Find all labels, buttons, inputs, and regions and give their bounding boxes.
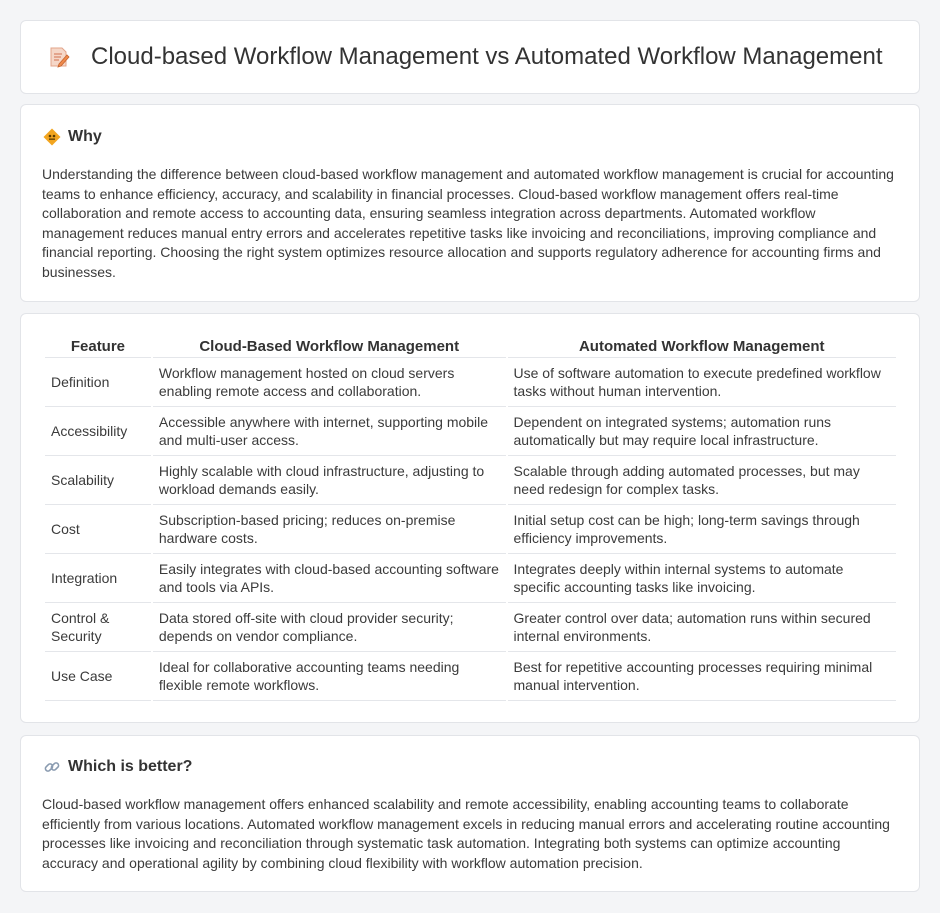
which-better-card	[20, 735, 920, 892]
feature-cell: Scalability	[45, 456, 151, 505]
automated-cell: Scalable through adding automated processes, but may need redesign for complex tasks.	[508, 456, 896, 505]
header-automated: Automated Workflow Management	[508, 336, 896, 358]
automated-cell: Integrates deeply within internal systems to automate specific accounting tasks like invoicing.	[508, 554, 896, 603]
page-title: Cloud-based Workflow Management vs Automated Workflow Management	[91, 43, 883, 70]
feature-cell: Use Case	[45, 652, 151, 701]
link-icon	[43, 758, 61, 776]
cloud-cell: Subscription-based pricing; reduces on-premise hardware costs.	[153, 505, 506, 554]
better-text: Cloud-based workflow management offers enhanced scalability and remote accessibility, enabling accounting teams to collaborate efficiently from various locations. Automated workflow management excels in reducing manual errors and accelerating routine accounting processes like invoicing and reconciliation through systematic task automation. Integrating both systems can optimize accounting accuracy and operational agility by combining cloud flexibility with workflow automation precision.	[42, 796, 890, 871]
cloud-cell: Accessible anywhere with internet, supporting mobile and multi-user access.	[153, 407, 506, 456]
feature-cell: Integration	[45, 554, 151, 603]
table-row	[45, 652, 896, 701]
header-cloud: Cloud-Based Workflow Management	[153, 336, 506, 358]
feature-cell: Accessibility	[45, 407, 151, 456]
automated-cell: Dependent on integrated systems; automation runs automatically but may require local infrastructure.	[508, 407, 896, 456]
document-pencil-icon	[47, 45, 71, 69]
automated-cell: Best for repetitive accounting processes requiring minimal manual intervention.	[508, 652, 896, 701]
why-text: Understanding the difference between cloud-based workflow management and automated workflow management is crucial for accounting teams to enhance efficiency, accuracy, and scalability in financial processes. Cloud-based workflow management offers real-time collaboration and remote access to accounting data, ensuring seamless integration across departments. Automated workflow management reduces manual entry errors and accelerates repetitive tasks like invoicing and reconciliations, improving compliance and financial reporting. Choosing the right system optimizes resource allocation and supports regulatory adherence for accounting firms and businesses.	[42, 166, 894, 280]
feature-cell: Definition	[45, 358, 151, 407]
feature-cell: Cost	[45, 505, 151, 554]
automated-cell: Greater control over data; automation runs within secured internal environments.	[508, 603, 896, 652]
why-heading-row	[43, 128, 102, 146]
header-feature: Feature	[45, 336, 151, 358]
cloud-cell: Easily integrates with cloud-based accounting software and tools via APIs.	[153, 554, 506, 603]
automated-cell: Use of software automation to execute predefined workflow tasks without human intervention.	[508, 358, 896, 407]
table-row	[45, 505, 896, 554]
comparison-card	[20, 313, 920, 723]
better-heading: Which is better?	[68, 758, 193, 775]
table-row	[45, 407, 896, 456]
comparison-table	[43, 336, 898, 701]
cloud-cell: Data stored off-site with cloud provider security; depends on vendor compliance.	[153, 603, 506, 652]
why-card	[20, 104, 920, 302]
why-heading: Why	[68, 128, 102, 145]
title-card	[20, 20, 920, 94]
feature-cell: Control & Security	[45, 603, 151, 652]
table-row	[45, 554, 896, 603]
cloud-cell: Workflow management hosted on cloud servers enabling remote access and collaboration.	[153, 358, 506, 407]
cloud-cell: Highly scalable with cloud infrastructure, adjusting to workload demands easily.	[153, 456, 506, 505]
cloud-cell: Ideal for collaborative accounting teams needing flexible remote workflows.	[153, 652, 506, 701]
table-row	[45, 603, 896, 652]
diamond-sign-icon	[43, 128, 61, 146]
table-row	[45, 358, 896, 407]
automated-cell: Initial setup cost can be high; long-term savings through efficiency improvements.	[508, 505, 896, 554]
better-heading-row	[43, 758, 192, 776]
table-row	[45, 456, 896, 505]
table-header-row	[45, 336, 896, 358]
